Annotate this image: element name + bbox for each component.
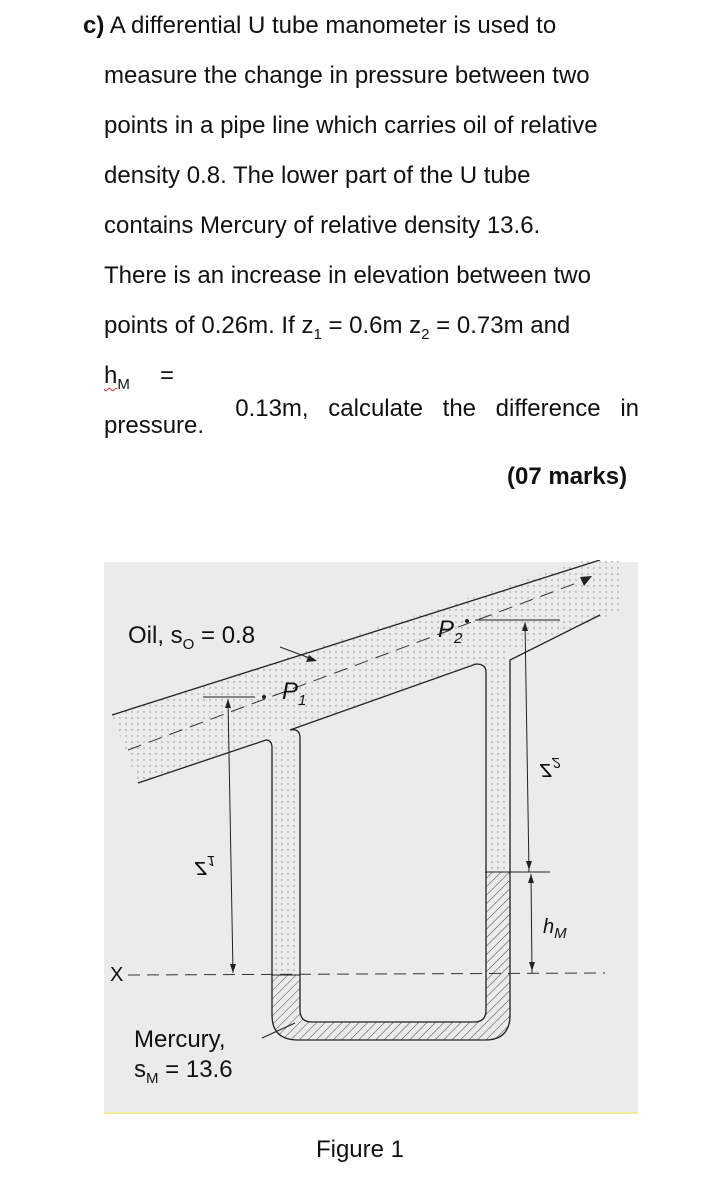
question-line-7	[104, 314, 570, 347]
z1-label	[195, 848, 215, 881]
hm-term	[104, 362, 130, 393]
text: h	[104, 362, 118, 389]
question-line-4: density 0.8. The lower part of the U tube	[104, 162, 531, 189]
text: P	[438, 616, 455, 643]
figure-manometer	[100, 560, 640, 1116]
question-line-5: contains Mercury of relative density 13.6.	[104, 212, 541, 239]
p1-label	[282, 680, 306, 713]
text: = 0.73m and	[429, 312, 571, 339]
sm-label	[134, 1058, 233, 1091]
text: points of 0.26m. If z	[104, 312, 314, 339]
x-datum-label: X	[110, 964, 124, 986]
text: = 0.8	[194, 622, 256, 649]
text: A differential U tube manometer is used to	[109, 12, 557, 39]
text: =	[160, 362, 175, 389]
text: = 0.6m z	[321, 312, 422, 339]
oil-label	[128, 624, 255, 657]
text: 0.13m, calculate the difference in	[235, 394, 639, 422]
text: Oil, s	[128, 622, 183, 649]
z2-label	[540, 750, 560, 783]
sub: M	[146, 1069, 159, 1087]
question-line-9: pressure.	[104, 412, 205, 439]
question-line-1	[83, 14, 556, 38]
sub: 2	[454, 629, 463, 647]
mercury-label: Mercury,	[134, 1026, 226, 1053]
question-line-3: points in a pipe line which carries oil of relative	[104, 112, 598, 139]
figure-caption: Figure 1	[315, 1136, 405, 1163]
question-line-6: There is an increase in elevation between two	[104, 262, 591, 289]
text: s	[134, 1056, 146, 1083]
p2-label	[438, 618, 462, 651]
sub: 2	[421, 325, 430, 343]
sub: M	[117, 375, 130, 393]
sub: 1	[207, 852, 216, 869]
question-label: c)	[83, 12, 105, 39]
text: h	[543, 916, 555, 938]
sub: 1	[298, 691, 307, 709]
sub: O	[182, 635, 195, 653]
marks: (07 marks)	[507, 463, 628, 490]
sub: M	[554, 925, 567, 942]
text: = 13.6	[158, 1056, 233, 1083]
hm-label	[543, 915, 567, 946]
text: z	[540, 757, 552, 785]
question-line-2: measure the change in pressure between two	[104, 62, 590, 89]
text: P	[282, 678, 299, 705]
sub: 2	[552, 754, 561, 771]
sub: 1	[313, 325, 322, 343]
text: z	[195, 855, 207, 883]
question-line-8	[104, 362, 639, 422]
